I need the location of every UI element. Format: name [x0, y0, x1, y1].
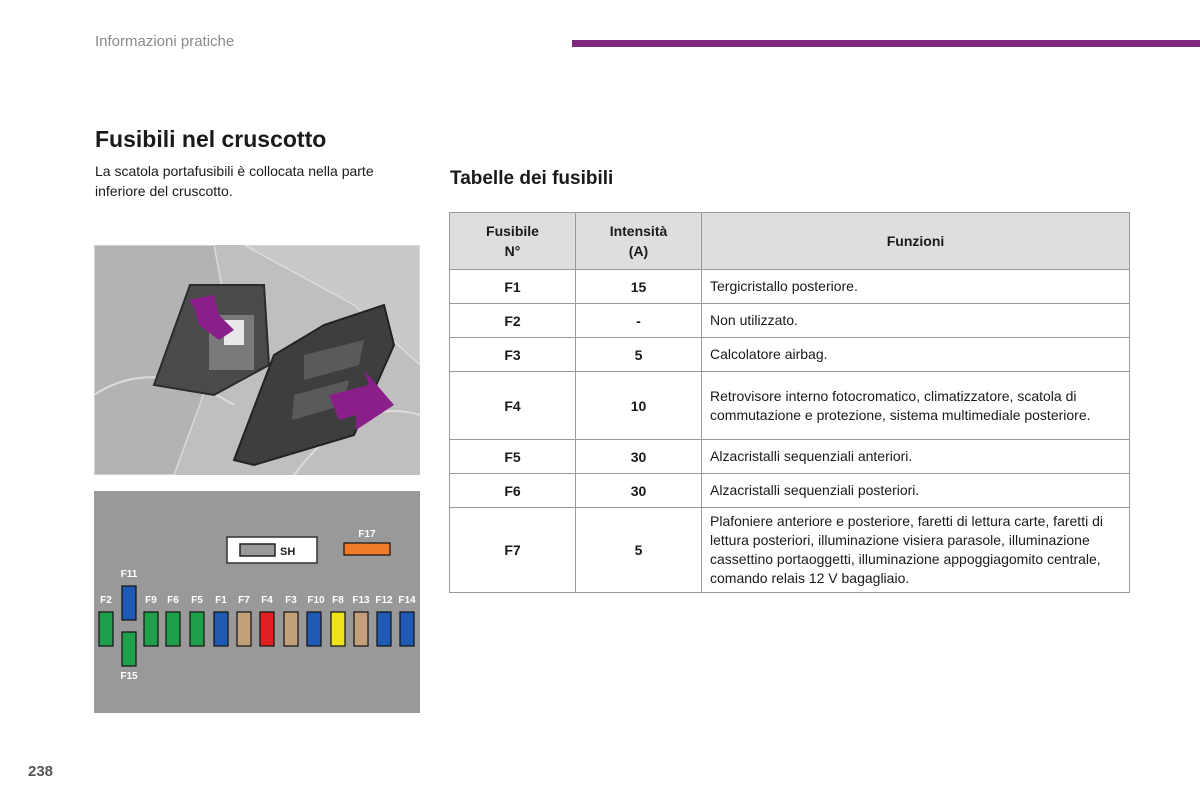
- fuse-number: F2: [450, 304, 576, 338]
- fuse-amps: 10: [576, 372, 702, 440]
- svg-text:SH: SH: [280, 546, 296, 558]
- fuse-amps: 30: [576, 474, 702, 508]
- dashboard-illustration: [94, 245, 420, 475]
- fuse-label: F13: [352, 595, 370, 606]
- table-row: [450, 270, 1130, 304]
- fuse-function: Tergicristallo posteriore.: [702, 270, 1130, 304]
- fuse-function: Alzacristalli sequenziali posteriori.: [702, 474, 1130, 508]
- header-accent-bar: [572, 40, 1200, 47]
- fuse-f5: [190, 595, 204, 646]
- column-header-fuse-no: Fusibile N°: [450, 213, 576, 270]
- fuse-f8: [331, 595, 345, 646]
- fuse-f6: [166, 595, 180, 646]
- intro-text: La scatola portafusibili è collocata nella parte inferiore del cruscotto.: [95, 163, 374, 199]
- fuse-number: F7: [450, 508, 576, 593]
- fuse-label: F1: [215, 595, 227, 606]
- fuse-number: F5: [450, 440, 576, 474]
- fuse-amps: 5: [576, 508, 702, 593]
- fuse-label: F2: [100, 595, 112, 606]
- fuse-f2: [99, 595, 113, 646]
- table-row: [450, 304, 1130, 338]
- table-row: [450, 474, 1130, 508]
- fuse-function: Alzacristalli sequenziali anteriori.: [702, 440, 1130, 474]
- fuse-function: Retrovisore interno fotocromatico, climatizzatore, scatola di commutazione e protezione, sistema multimediale posteriore.: [702, 372, 1130, 440]
- fuse-table: [449, 212, 1130, 593]
- fuse-f4: [260, 595, 274, 646]
- fuse-function: Non utilizzato.: [702, 304, 1130, 338]
- page-number: 238: [28, 763, 54, 780]
- table-row: [450, 508, 1130, 593]
- fuse-f1: [214, 595, 228, 646]
- fuse-f11: [121, 569, 138, 620]
- fuse-number: F1: [450, 270, 576, 304]
- relay-sh: [227, 537, 317, 563]
- fuse-box-diagram: [94, 491, 420, 713]
- fuse-label: F4: [261, 595, 273, 606]
- table-title: Tabelle dei fusibili: [450, 168, 614, 189]
- fuse-label: F6: [167, 595, 179, 606]
- fuse-label: F14: [398, 595, 416, 606]
- fuse-amps: -: [576, 304, 702, 338]
- section-label: Informazioni pratiche: [95, 33, 235, 50]
- fuse-amps: 15: [576, 270, 702, 304]
- fuse-label: F3: [285, 595, 297, 606]
- fuse-number: F6: [450, 474, 576, 508]
- fuse-f3: [284, 595, 298, 646]
- page-title: Fusibili nel cruscotto: [95, 126, 327, 152]
- fuse-label: F8: [332, 595, 344, 606]
- table-row: [450, 338, 1130, 372]
- fuse-label: F17: [358, 529, 376, 540]
- fuse-number: F4: [450, 372, 576, 440]
- fuse-amps: 30: [576, 440, 702, 474]
- column-header-amps: Intensità (A): [576, 213, 702, 270]
- fuse-f15: [120, 632, 138, 682]
- fuse-label: F9: [145, 595, 157, 606]
- table-row: [450, 372, 1130, 440]
- fuse-label: F12: [375, 595, 393, 606]
- fuse-f14: [398, 595, 416, 646]
- fuse-label: F11: [120, 569, 138, 580]
- table-row: [450, 440, 1130, 474]
- fuse-amps: 5: [576, 338, 702, 372]
- fuse-label: F15: [120, 671, 138, 682]
- fuse-number: F3: [450, 338, 576, 372]
- fuse-label: F10: [307, 595, 325, 606]
- fuse-function: Plafoniere anteriore e posteriore, faretti di lettura carte, faretti di lettura posteriori, illuminazione visiera parasole, illuminazione cassettino portaoggetti, illuminazione appoggiagomito centrale, comando relais 12 V bagagliaio.: [702, 508, 1130, 593]
- fuse-f7: [237, 595, 251, 646]
- fuse-f12: [375, 595, 393, 646]
- fuse-function: Calcolatore airbag.: [702, 338, 1130, 372]
- fuse-f13: [352, 595, 370, 646]
- fuse-f9: [144, 595, 158, 646]
- fuse-label: F5: [191, 595, 203, 606]
- table-header-row: [450, 213, 1130, 270]
- fuse-label: F7: [238, 595, 250, 606]
- column-header-function: Funzioni: [702, 213, 1130, 270]
